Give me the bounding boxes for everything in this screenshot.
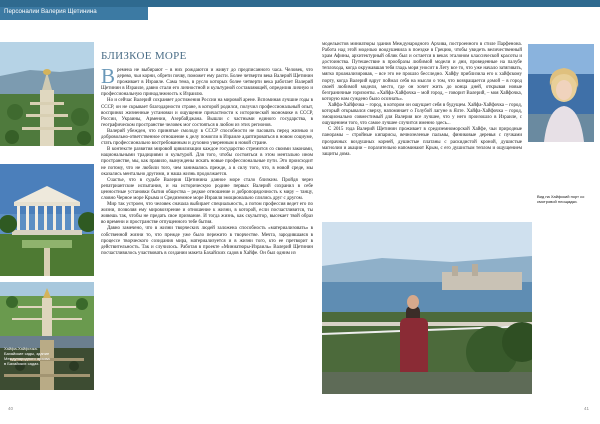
photo-archive-building-image [0,164,94,276]
photo-portrait-sea [528,44,594,142]
paragraph-5: Счастье, что в судьбе Валерия Щетинина данное море стало близким. Пройдя через репатриантские испытания, и на историческую родине первых Валерий сохранил в себе ценностные установки бытия общества – редкое отношение и добропорядочность к миру – танцу, словно Черное море Крыма и Средиземное море Израиля эмоционально слились друг с другом. [101,177,313,201]
article-column-2 [322,42,522,158]
photo-harbor-view [322,222,532,394]
paragraph-1-text: ремена не выбирают – в них рождаются и живут до предписанного часа. Человек, что дерево, чьи корни, обрети почву, поможет ему расти. Более четверти века Валерий Щетинин проживает в Израиле. Сама тема, в русло которых более четверти века работает Валерий Щетинин в Израиле, давно стали его личностной и культурной составляющей, определив личную и профессиональную принадлежность к Израилю. [101,68,313,98]
paragraph-4: В контексте развития мировой цивилизации каждое государство стремится со своими законами, национальными традициями и культурой. Для того, чтобы состояться в этом ментально ином пространстве, мы, как правило, вынуждены искать новые профессиональные пути. Это происходит не потому, что не любили того, чем занимались прежде, а в силу того, что, в новой среде, мы оказались ментально другими, и наша жизнь продолжается. [101,147,313,177]
top-rule [0,0,600,7]
paragraph-2: Но и сейчас Валерий сохраняет достижения России на мировой арене. Вспоминая лучшие годы в СССР, он не скрывает благодарности стране, в которой родился, получил профессиональный опыт, воспринял жизненные установки и ощущение причастности к исторической экономике в СССР, России, Украины, Армении, Азербайджана. Вышли с частными единого государства, в географическом пространстве человек мог состояться в любом из этих регионов. [101,98,313,128]
photo-terraces-city [0,42,94,146]
caption-sea-portrait: Вид на Хайфский порт со смотровой площадки. [537,194,585,204]
paragraph-9: Хайфа-Хайфочка – город, в котором он ощущает себя в будущем. Хайфа-Хайфочка – город, который открывался сверху, напоминает о Голубой лагуне в Ялте. Хайфа-Хайфочка – город, эмоционально совместимый для Валерия все лучшее, что у него произошло в Израиле, с ощущением того, что самое лучшее случится именно здесь... [322,102,522,127]
caption-gardens: Хайфа-Хайфочка. Бахайские сады, здание Международного архива в Бахайских садах. [4,346,50,366]
article-column-1 [101,64,313,257]
photo-gardens [0,282,94,336]
paragraph-10: С 2015 года Валерий Щетинин проживает в средиземноморской Хайфе, чьи природные панорамы – стройные кипарисы, вечнозеленые пальмы, финиковые деревья с пучками прозрачных воздушных корней, душистые платаны с раскидистой кроной, душистые магнолии и акации – поразительно напоминают Крым, с его душистым теплом и ощущением защиты дома. [322,127,522,157]
page-number-right: 41 [584,406,590,411]
paragraph-3: Валерий убежден, что принятые смолоду в СССР способности не пасовать перед жизнью и добровольно-ответственное отношение к делу помогли в Израиле адаптироваться в новом социуме, стать профессионально востребованным и духовно уверенным в новой стране. [101,128,313,147]
dropcap: В [101,64,116,88]
photo-terraces-city-image [0,42,94,146]
article-title: БЛИЗКОЕ МОРЕ [101,50,187,62]
paragraph-7: Давно замечено, что в жизни творческих людей заложена способность «материализовать» в собственной жизни то, что прежде уже было пережито в творчестве. Мечта, зародившаяся в процессе творческого созидания мира, материализуется и в жизни того, кто ее претворит в действительность. Так и случилось. Работая в проекте «Миниатюры-Израиль» Валерий Щетинин посчастливилось участвовать в создании макета Бахайских садов в Хайфе. Он был одним из [101,226,313,256]
photo-harbor-view-image [322,222,532,394]
paragraph-6: Мир так устроен, что человек сначала выбирает специальность, а потом профессия ведет его по жизни, позволяя ему мировоззрение и отношение к жизни, в которой, если посчастливится, ты живешь так, чтобы не предать свое призвание. И тогда жизнь, как скульптор, высекает твой образ во времени и пространстве отпущенного тебе бытия. [101,202,313,226]
paragraph-8: модельистов миниатюры здания Международного Архива, построенного в стиле Парфенона. Работа над этой моделью воодушевила в поездке в Грецию, чтобы увидеть величественный храм Афины, архитектурный облик был и остается в веках эталоном классической красоты и достоинства. Путешествие в прообразы любимой модели и дни, проведенные на палубе теплохода, когда окружавшая тебя гладь моря уносит в Лету все то, что уже начало затягивать, мягко проанализировав, – все это не прошло бесследно. Хайфу приблизила его к хайфскому порту, когда Валерий вдруг поймал себя на мысли о том, что возвращается домой – в город своей любимой модели, место, где он хочет жить до конца дней, открывая новые безграничные горизонты. «Хайфа-Хайфочка – мой город, – говорит Валерий, – моя Хайфочка, которую нам суждено было осознать». [322,42,522,102]
photo-archive-building [0,164,94,276]
paragraph-1 [101,64,313,98]
photo-portrait-sea-image [528,44,594,142]
running-header: Персоналии Валерия Щетинина [4,8,97,15]
photo-gardens-image [0,282,94,336]
page-number-left: 40 [8,406,14,411]
